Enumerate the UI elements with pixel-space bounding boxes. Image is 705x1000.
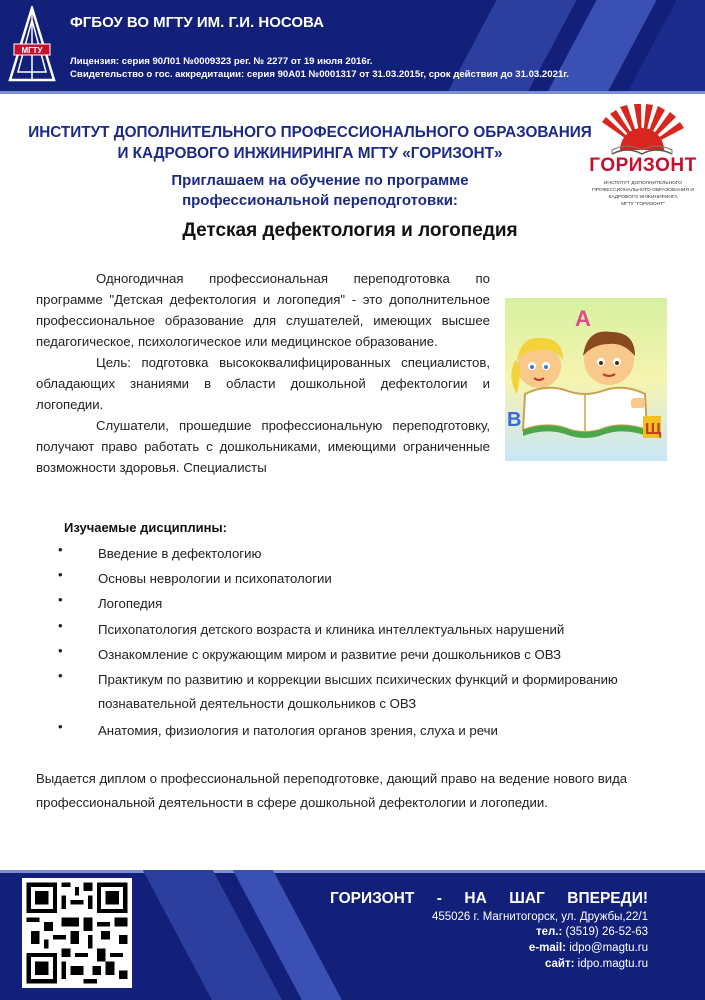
bullet: • bbox=[58, 567, 63, 582]
logo-label: МГТУ bbox=[21, 46, 43, 55]
phone-row bbox=[536, 926, 648, 938]
discipline-label: Ознакомление с окружающим миром и развитие речи дошкольников с ОВЗ bbox=[98, 647, 562, 662]
bullet: • bbox=[58, 542, 63, 557]
site-link[interactable]: idpo.magtu.ru bbox=[577, 958, 648, 970]
discipline-label: Введение в дефектологию bbox=[98, 546, 262, 561]
email-label: e-mail: bbox=[528, 942, 566, 954]
bullet: • bbox=[58, 668, 63, 683]
discipline-label: Основы неврологии и психопатологии bbox=[98, 571, 332, 586]
bullet: • bbox=[58, 618, 63, 633]
svg-text:Щ: Щ bbox=[645, 421, 662, 438]
program-description bbox=[36, 268, 490, 478]
institute-title-line: ИНСТИТУТ ДОПОЛНИТЕЛЬНОГО ПРОФЕССИОНАЛЬНОГО ОБРАЗОВАНИЯ bbox=[28, 124, 592, 141]
organization-name: ФГБОУ ВО МГТУ ИМ. Г.И. НОСОВА bbox=[70, 14, 324, 31]
invitation-line: Приглашаем на обучение по программе bbox=[171, 172, 469, 189]
gorizont-logo-subtitle bbox=[588, 180, 698, 208]
university-logo-icon bbox=[8, 6, 56, 86]
email-row bbox=[529, 942, 648, 954]
site-label: сайт: bbox=[545, 958, 575, 970]
header-divider bbox=[0, 91, 705, 94]
phone-label: тел.: bbox=[535, 926, 563, 938]
email-link[interactable]: idpo@magtu.ru bbox=[569, 942, 648, 954]
gorizont-sub-line: ПРОФЕССИОНАЛЬНОГО ОБРАЗОВАНИЯ И bbox=[592, 188, 694, 193]
svg-text:А: А bbox=[575, 306, 591, 331]
phone-value: (3519) 26-52-63 bbox=[565, 926, 648, 938]
discipline-label: Анатомия, физиология и патология органов зрения, слуха и речи bbox=[98, 723, 498, 738]
bullet: • bbox=[58, 592, 63, 607]
description-paragraph: Одногодичная профессиональная переподготовка по программе "Детская дефектология и логопедия" - это дополнительное профессиональное образование для слушателей, имеющих высшее педагогическое, психологическое или медицинское образование. bbox=[36, 271, 490, 349]
graduates-paragraph: Слушатели, прошедшие профессиональную переподготовку, получают право работать с дошкольниками, имеющими ограниченные возможности здоровья. Специалисты bbox=[36, 418, 490, 475]
discipline-label: Практикум по развитию и коррекции высших психических функций и формированию познавательной деятельности дошкольников с ОВЗ bbox=[98, 672, 618, 711]
license-line: Лицензия: серия 90Л01 №0009323 рег. № 2277 от 19 июля 2016г. bbox=[70, 56, 373, 67]
qr-code-icon[interactable] bbox=[22, 878, 132, 988]
disciplines-heading: Изучаемые дисциплины: bbox=[64, 520, 227, 535]
goal-paragraph: Цель: подготовка высококвалифицированных специалистов, обладающих знаниями в области дошкольной дефектологии и логопедии. bbox=[36, 355, 490, 412]
discipline-label: Психопатология детского возраста и клиника интеллектуальных нарушений bbox=[98, 622, 565, 637]
discipline-label: Логопедия bbox=[98, 596, 163, 611]
program-title: Детская дефектология и логопедия bbox=[182, 220, 518, 241]
site-row bbox=[545, 958, 648, 970]
gorizont-logo-name: ГОРИЗОНТ bbox=[589, 155, 697, 176]
svg-text:В: В bbox=[507, 409, 522, 431]
gorizont-sub-line: КАДРОВОГО ИНЖИНИРИНГА bbox=[608, 195, 678, 200]
children-reading-illustration bbox=[505, 298, 667, 461]
license-info bbox=[70, 55, 569, 81]
gorizont-sub-line: ИНСТИТУТ ДОПОЛНИТЕЛЬНОГО bbox=[603, 181, 683, 186]
invitation-heading bbox=[70, 171, 570, 211]
institute-title-line: И КАДРОВОГО ИНЖИНИРИНГА МГТУ «ГОРИЗОНТ» bbox=[117, 145, 503, 162]
slogan: ГОРИЗОНТ - НА ШАГ ВПЕРЕДИ! bbox=[330, 890, 648, 907]
invitation-line: профессиональной переподготовки: bbox=[182, 192, 458, 209]
gorizont-sub-line: МГТУ "ГОРИЗОНТ" bbox=[621, 202, 665, 207]
bullet: • bbox=[58, 643, 63, 658]
footer-divider bbox=[0, 870, 705, 873]
address: 455026 г. Магнитогорск, ул. Дружбы,22/1 bbox=[431, 911, 648, 923]
bullet: • bbox=[58, 719, 63, 734]
institute-title bbox=[10, 122, 610, 164]
accreditation-line: Свидетельство о гос. аккредитации: серия 90А01 №0001317 от 31.03.2015г, срок действия до 31.03.2021г. bbox=[70, 69, 569, 80]
diploma-note: Выдается диплом о профессиональной переподготовке, дающий право на ведение нового вида профессиональной деятельности в сфере дошкольной дефектологии и логопедии. bbox=[36, 771, 628, 810]
